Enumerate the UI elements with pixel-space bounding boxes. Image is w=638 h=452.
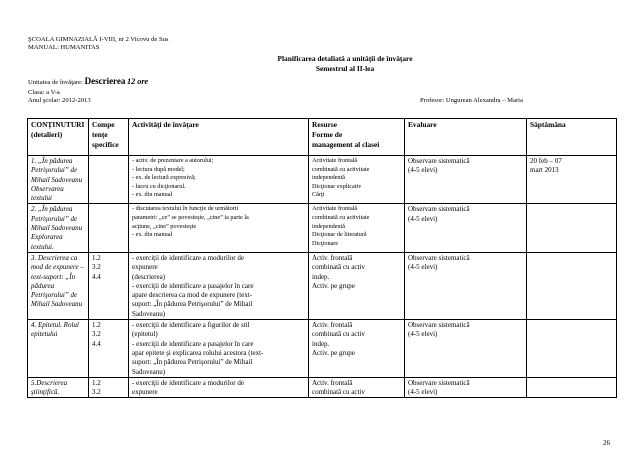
cell-line: (4-5 elevi) xyxy=(408,330,438,339)
cell-line: indep. xyxy=(312,339,330,348)
title-line-2: Semestrul al II-lea xyxy=(315,64,375,73)
cell-activities xyxy=(129,320,309,378)
cell-line: Petrişorului” de xyxy=(31,214,78,223)
cell-line: 3.2 xyxy=(92,263,101,272)
professor-name: Profesor: Ungurean Alexandra – Maria xyxy=(420,97,523,104)
header-content: CONŢINUTURI (detalieri) xyxy=(28,119,89,156)
cell-evaluation xyxy=(405,252,527,319)
header-competences: Compe tenţe specifice xyxy=(89,119,129,156)
cell-line: Dicţionar de literatură xyxy=(312,231,367,239)
cell-evaluation xyxy=(405,320,527,378)
cell-activities xyxy=(129,252,309,319)
cell-line: acţiune, „cine” povesteşte xyxy=(132,222,197,230)
cell-line: combinată cu activ xyxy=(312,388,365,397)
cell-line: Observare sistematică xyxy=(408,321,470,330)
cell-line: combinată cu activitate xyxy=(312,214,370,222)
manual-label: MANUAL: HUMANITAS xyxy=(28,44,100,51)
cell-content xyxy=(28,377,89,398)
page-number: 26 xyxy=(603,439,610,447)
cell-line: 4.4 xyxy=(92,339,101,348)
cell-line: Activ. frontală xyxy=(312,378,353,387)
cell-evaluation xyxy=(405,377,527,398)
cell-content xyxy=(28,156,89,204)
cell-week xyxy=(527,156,617,204)
cell-line: expunere xyxy=(132,388,158,397)
cell-line: 20 feb – 07 xyxy=(530,157,562,165)
cell-line: Mihail Sadoveanu xyxy=(31,175,83,184)
cell-line: independentă xyxy=(312,222,345,230)
cell-line: - discutarea textului în funcţie de următorii xyxy=(132,205,239,213)
header-activities: Activităţi de învăţare xyxy=(129,119,309,156)
cell-week xyxy=(527,204,617,252)
cell-line: - ex. de lectură expresivă; xyxy=(132,174,196,182)
cell-line: Petrişorului” de xyxy=(31,166,78,175)
cell-line: - lucru cu dicţionarul. xyxy=(132,182,186,190)
table-row xyxy=(28,320,617,378)
cell-line: Activ. frontală xyxy=(312,253,353,262)
cell-line: Activ. pe grupe xyxy=(312,348,355,357)
cell-activities xyxy=(129,156,309,204)
cell-line: Activitate frontală xyxy=(312,157,358,164)
cell-line: - ex. din manual xyxy=(132,191,173,199)
cell-line: 1.2 xyxy=(92,378,101,387)
cell-line: 1.2 xyxy=(92,253,101,262)
cell-line: ştiinţifică. xyxy=(31,388,60,397)
cell-line: Activitate frontală xyxy=(312,205,358,213)
cell-line: - activ. de prezentare a autorului; xyxy=(132,157,214,164)
cell-line: text-suport: „În xyxy=(31,272,76,281)
cell-line: suport: „În pădurea Petrişorului” de Mihail xyxy=(132,300,253,309)
cell-line: - lectura după model; xyxy=(132,165,185,173)
cell-line: 1.2 xyxy=(92,321,101,330)
cell-line: Cărţi xyxy=(312,191,325,199)
cell-resources xyxy=(309,204,405,252)
cell-line: suport: „În pădurea Petrişorului” de Mihail xyxy=(132,358,253,367)
cell-line: 5.Descrierea xyxy=(31,378,68,387)
table-row xyxy=(28,252,617,319)
cell-line: - exerciţii de identificare a modurilor de xyxy=(132,378,244,387)
cell-week xyxy=(527,320,617,378)
cell-activities xyxy=(129,204,309,252)
cell-line: Mihail Sadoveanu xyxy=(31,224,83,233)
unit-hours: 12 ore xyxy=(127,77,149,86)
cell-line: - exerciţii de identificare a modurilor de xyxy=(132,253,244,262)
cell-line: (4-5 elevi) xyxy=(408,388,438,397)
cell-line: Activ. frontală xyxy=(312,321,353,330)
unit-line xyxy=(28,76,148,86)
cell-line: Sadoveanu) xyxy=(132,309,166,318)
cell-line: - exerciţii de identificare a pasajelor în care xyxy=(132,281,254,290)
document-header xyxy=(28,36,169,52)
class-line: Clasa: a V-a xyxy=(28,89,60,96)
cell-line: combinată cu activitate xyxy=(312,165,370,173)
cell-competences xyxy=(89,377,129,398)
cell-resources xyxy=(309,377,405,398)
unit-name: Descrierea xyxy=(84,76,126,86)
cell-line: (4-5 elevi) xyxy=(408,214,438,223)
cell-line: Observare sistematică xyxy=(408,157,470,165)
cell-line: pădurea xyxy=(31,281,55,290)
cell-line: apar epitete şi explicarea rolului acestora (text- xyxy=(132,348,264,357)
cell-line: - exerciţii de identificare a pasajelor în care xyxy=(132,339,254,348)
cell-line: - exerciţii de identificare a figurilor de stil xyxy=(132,321,250,330)
cell-line: Activ. pe grupe xyxy=(312,281,355,290)
cell-line: (descrierea) xyxy=(132,272,166,281)
cell-line: parametri: „ce” se povesteşte, „cine” ia parte la xyxy=(132,214,249,222)
cell-line: Observare sistematică xyxy=(408,253,470,262)
cell-line: Sadoveanu) xyxy=(132,367,166,376)
cell-evaluation xyxy=(405,156,527,204)
document-title xyxy=(200,54,490,74)
cell-line: Explorarea textului. xyxy=(31,233,63,251)
cell-line: mod de expunere – xyxy=(31,263,84,272)
cell-competences xyxy=(89,320,129,378)
cell-line: epitetului xyxy=(31,330,58,339)
cell-line: Dicţionare xyxy=(312,239,339,247)
cell-line: (4-5 elevi) xyxy=(408,263,438,272)
table-row xyxy=(28,377,617,398)
cell-week xyxy=(527,252,617,319)
school-year: Anul şcolar: 2012-2013 xyxy=(28,97,91,104)
cell-line: expunere xyxy=(132,263,158,272)
cell-line: 3. Descrierea ca xyxy=(31,253,78,262)
school-name: ŞCOALA GIMNAZIALĂ I-VIII, nr 2 Vicovu de Sus xyxy=(28,36,169,43)
cell-line: 3.2 xyxy=(92,388,101,397)
cell-line: 3.2 xyxy=(92,330,101,339)
cell-content xyxy=(28,252,89,319)
cell-line: mart 2013 xyxy=(530,166,559,175)
table-row xyxy=(28,204,617,252)
cell-line: Observare sistematică xyxy=(408,378,470,387)
cell-resources xyxy=(309,320,405,378)
title-line-1: Planificarea detaliată a unităţii de învăţare xyxy=(277,54,413,63)
cell-activities xyxy=(129,377,309,398)
cell-line: indep. xyxy=(312,272,330,281)
cell-line: - ex. din manual xyxy=(132,231,173,239)
cell-line: Observare sistematică xyxy=(408,205,470,214)
cell-resources xyxy=(309,252,405,319)
cell-line: 4. Epitetul. Rolul xyxy=(31,321,79,330)
table-row xyxy=(28,156,617,204)
cell-line: combinată cu activ xyxy=(312,263,365,272)
cell-line: 2. „În pădurea xyxy=(31,205,73,214)
cell-competences xyxy=(89,252,129,319)
header-evaluation: Evaluare xyxy=(405,119,527,156)
cell-content xyxy=(28,204,89,252)
header-week: Săptămâna xyxy=(527,119,617,156)
cell-line: independentă xyxy=(312,174,345,182)
cell-line: 4.4 xyxy=(92,272,101,281)
cell-line: Mihail Sadoveanu xyxy=(31,300,83,309)
header-resources: Resurse Forme de management al clasei xyxy=(309,119,405,156)
cell-competences xyxy=(89,204,129,252)
cell-evaluation xyxy=(405,204,527,252)
cell-line: (epitetul) xyxy=(132,330,158,339)
unit-label: Unitatea de învăţare: xyxy=(28,79,85,86)
cell-line: apare descrierea ca mod de expunere (text- xyxy=(132,291,253,300)
cell-line: combinată cu activ xyxy=(312,330,365,339)
cell-line: Dicţionar explicativ xyxy=(312,182,362,190)
cell-resources xyxy=(309,156,405,204)
cell-content xyxy=(28,320,89,378)
planning-table xyxy=(27,118,617,398)
cell-competences xyxy=(89,156,129,204)
cell-line: Observarea textului xyxy=(31,184,64,203)
cell-line: 1. „În pădurea xyxy=(31,157,73,165)
cell-line: Petrişorului” de xyxy=(31,291,78,300)
cell-line: (4-5 elevi) xyxy=(408,166,438,175)
cell-week xyxy=(527,377,617,398)
table-header-row xyxy=(28,119,617,156)
